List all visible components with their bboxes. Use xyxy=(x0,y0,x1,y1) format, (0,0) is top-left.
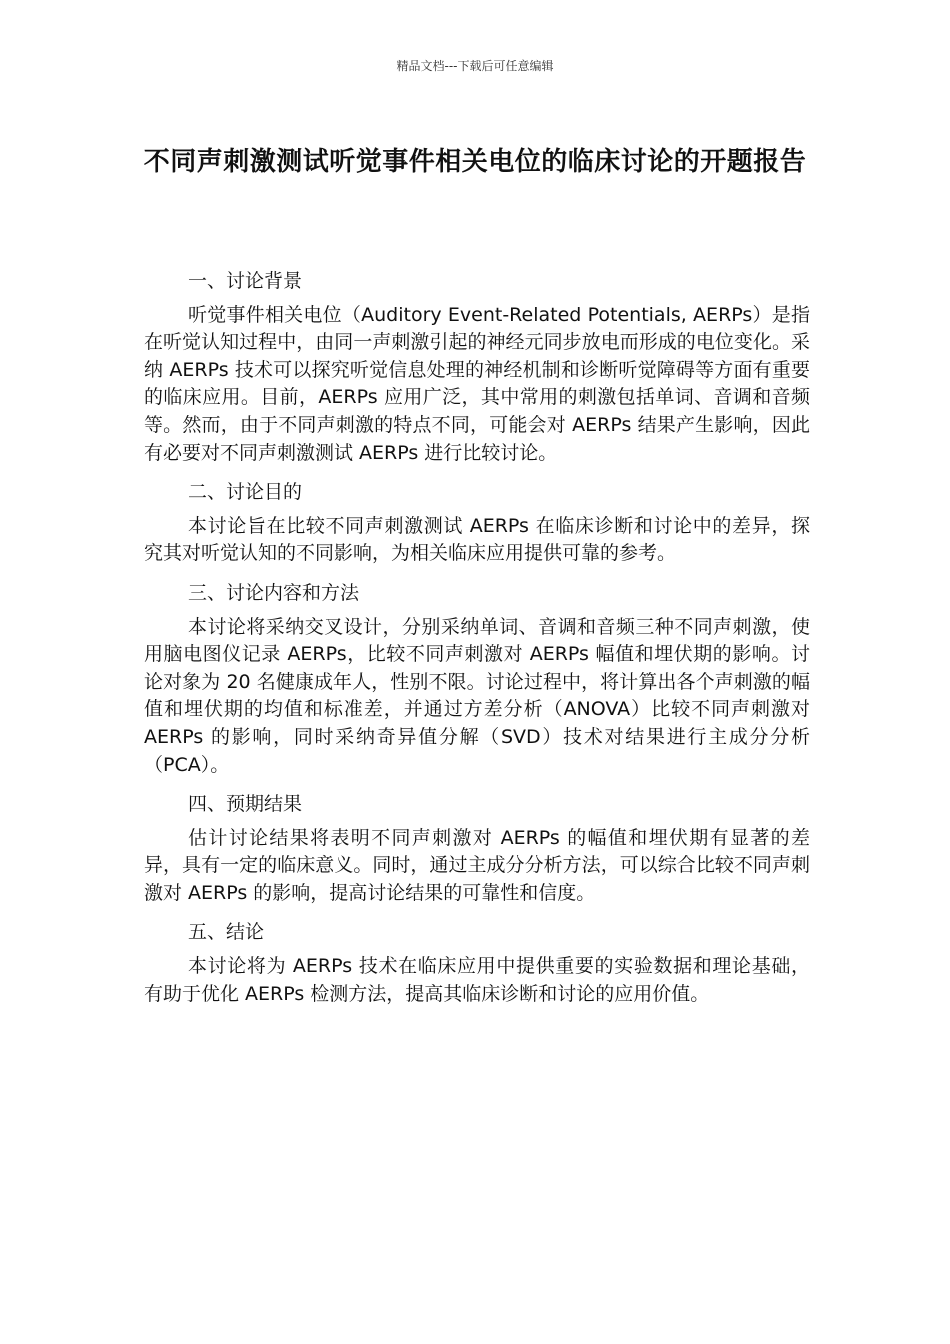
section-heading-conclusion: 五、结论 xyxy=(188,921,265,944)
section-heading-expected-results: 四、预期结果 xyxy=(188,793,303,816)
header-note: 精品文档---下载后可任意编辑 xyxy=(396,59,554,73)
section-heading-methods: 三、讨论内容和方法 xyxy=(188,581,360,604)
section-heading-background: 一、讨论背景 xyxy=(188,270,303,292)
section-paragraph-conclusion: 本讨论将为 AERPs 技术在临床应用中提供重要的实验数据和理论基础，有助于优化 AERPs 检测方法，提高其临床诊断和讨论的应用价值。 xyxy=(144,955,810,1005)
section-heading-purpose: 二、讨论目的 xyxy=(188,481,303,504)
document-title: 不同声刺激测试听觉事件相关电位的临床讨论的开题报告 xyxy=(143,147,807,177)
document-body xyxy=(144,268,810,1014)
section-paragraph-methods: 本讨论将采纳交叉设计，分别采纳单词、音调和音频三种不同声刺激，使用脑电图仪记录 AERPs，比较不同声刺激对 AERPs 幅值和埋伏期的影响。讨论对象为 20 名健康成年人，性别不限。讨论过程中，将计算出各个声刺激的幅值和埋伏期的均值和标准差，并通过方差分析（ANOVA）比较不同声刺激对 AERPs 的影响，同时采纳奇异值分解（SVD）技术对结果进行主成分分析（PCA）。 xyxy=(144,615,810,776)
section-paragraph-purpose: 本讨论旨在比较不同声刺激测试 AERPs 在临床诊断和讨论中的差异，探究其对听觉认知的不同影响，为相关临床应用提供可靠的参考。 xyxy=(144,514,810,565)
section-paragraph-background: 听觉事件相关电位（Auditory Event-Related Potentials, AERPs）是指在听觉认知过程中，由同一声刺激引起的神经元同步放电而形成的电位变化。采纳 AERPs 技术可以探究听觉信息处理的神经机制和诊断听觉障碍等方面有重要的临床应用。目前，AERPs 应用广泛，其中常用的刺激包括单词、音调和音频等。然而，由于不同声刺激的特点不同，可能会对 AERPs 结果产生影响，因此有必要对不同声刺激测试 AERPs 进行比较讨论。 xyxy=(144,303,810,464)
section-paragraph-expected-results: 估计讨论结果将表明不同声刺激对 AERPs 的幅值和埋伏期有显著的差异，具有一定的临床意义。同时，通过主成分分析方法，可以综合比较不同声刺激对 AERPs 的影响，提高讨论结果的可靠性和信度。 xyxy=(144,826,810,904)
